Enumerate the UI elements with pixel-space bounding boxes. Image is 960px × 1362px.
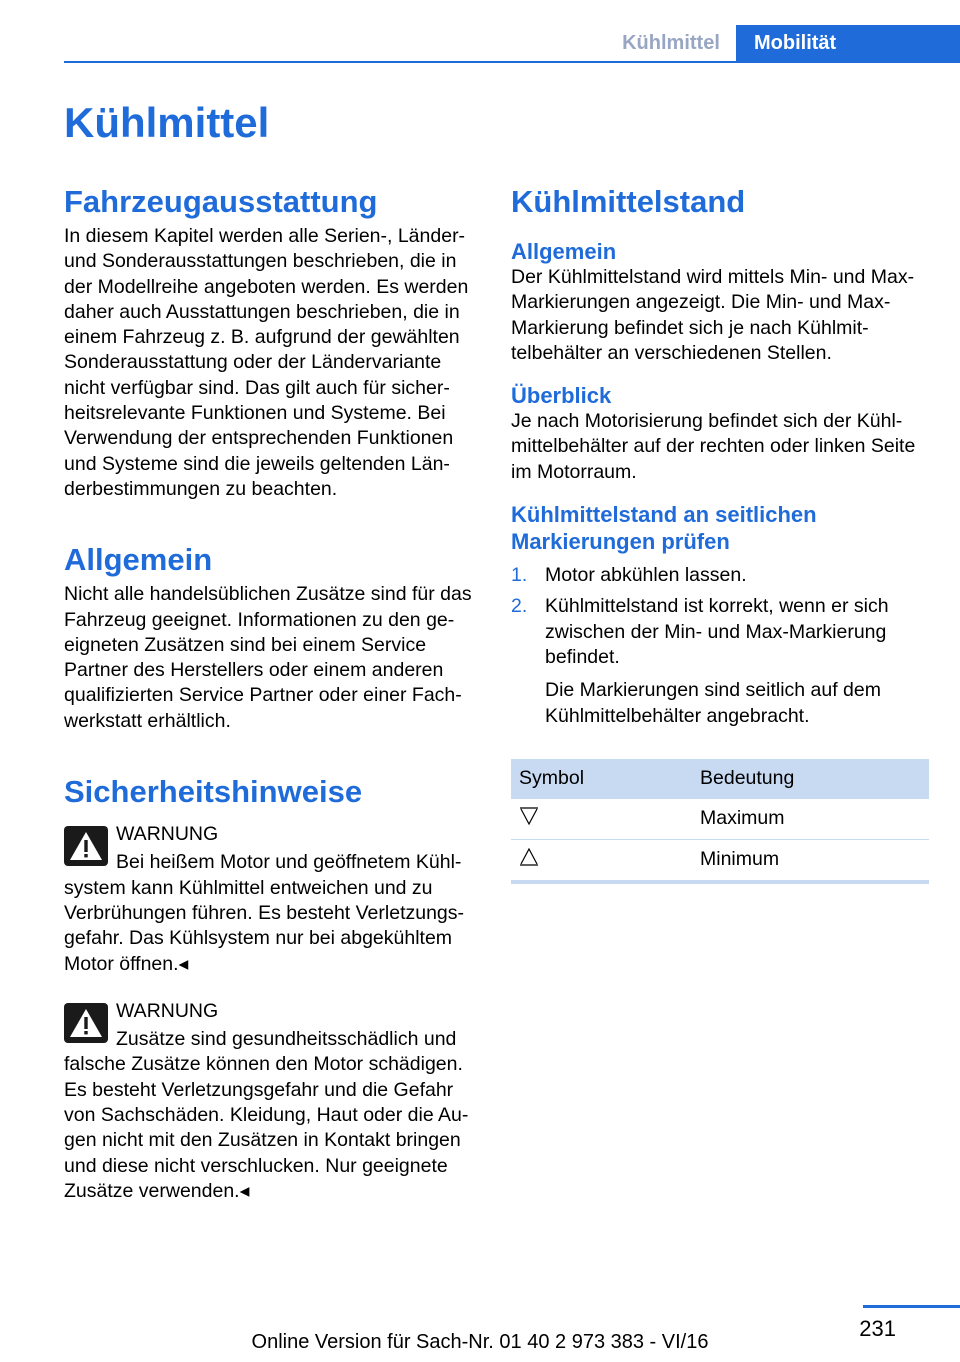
subsection-title-ueberblick: Überblick	[511, 383, 612, 409]
section-text-fahrzeugausstattung: In diesem Kapitel werden alle Serien-, Länder- und Sonderausstattungen beschrieben, die in der Modellreihe angeboten werden. Es werden daher auch Ausstattungen beschrieben, die in einem Fahrzeug z. B. aufgrund der gewählten Sonderausstattung oder der Ländervariante nicht verfügbar sind. Das gilt auch für sicher- heitsrelevante Funktionen und Systeme. Bei Verwendung der entsprechenden Funktionen und Systeme sind die jeweils geltenden Län- derbestimmungen zu beachten.	[64, 225, 469, 500]
tab-chapter[interactable]: Kühlmittel	[622, 32, 720, 54]
min-mark-icon	[519, 847, 539, 867]
step-extra-text: Die Markierungen sind seitlich auf dem Kühlmittelbehälter angebracht.	[545, 679, 881, 727]
subsection-text-ueberblick: Je nach Motorisierung befindet sich der Kühl- mittelbehälter auf der rechten oder linken Seite im Motorraum.	[511, 410, 916, 483]
table-header-row	[511, 759, 929, 799]
tab-section[interactable]: Mobilität	[736, 25, 960, 62]
left-column	[64, 182, 478, 1204]
section-text-allgemein: Nicht alle handelsüblichen Zusätze sind für das Fahrzeug geeignet. Informationen zu den ge- eigneten Zusätzen sind bei einem Service Partner des Herstellers oder einem anderen qualifizierten Service Partner oder einer Fach- werkstatt erhältlich.	[64, 583, 472, 732]
step-number: 1.	[511, 564, 528, 587]
warning-text-first: Zusätze sind gesundheitsschädlich und	[116, 1028, 457, 1051]
step-text: Kühlmittelstand ist korrekt, wenn er sich zwischen der Min- und Max-Markierung befindet.	[545, 595, 889, 668]
warning-label: WARNUNG	[116, 823, 219, 846]
page-number: 231	[859, 1316, 896, 1341]
header-tabs	[606, 25, 960, 62]
warning-triangle-icon	[64, 826, 108, 866]
subsection-title-allgemein: Allgemein	[511, 239, 617, 264]
online-version-text: Online Version für Sach-Nr. 01 40 2 973 383 - VI/16	[251, 1331, 709, 1353]
section-title-allgemein: Allgemein	[64, 542, 213, 578]
step-text: Motor abkühlen lassen.	[545, 564, 747, 587]
warning-block-1	[64, 822, 478, 977]
list-item	[511, 563, 929, 588]
page-title: Kühlmittel	[64, 99, 270, 146]
column-header-meaning: Bedeutung	[692, 759, 929, 799]
symbol-table	[511, 759, 929, 884]
right-column	[511, 182, 929, 884]
header-rule	[64, 61, 960, 63]
table-cell-meaning: Maximum	[692, 799, 929, 840]
table-cell-meaning: Minimum	[692, 839, 929, 882]
warning-block-2	[64, 999, 478, 1204]
warning-triangle-icon	[64, 1003, 108, 1043]
warning-text-first: Bei heißem Motor und geöffnetem Kühl-	[116, 851, 462, 874]
steps-list	[511, 563, 929, 729]
section-title-kuehlmittelstand: Kühlmittelstand	[511, 184, 746, 219]
warning-label: WARNUNG	[116, 999, 219, 1022]
table-row	[511, 839, 929, 882]
subsection-text-allgemein: Der Kühlmittelstand wird mittels Min- und Max-Markierungen angezeigt. Die Min- und Max-Markierung befindet sich je nach Kühlmit- telbehälter an verschiedenen Stellen.	[511, 266, 915, 364]
warning-text-rest: falsche Zusätze können den Motor schädigen. Es besteht Verletzungsgefahr und die Gefahr von Sachschäden. Kleidung, Haut oder die Au- gen nicht mit den Zusätzen in Kontakt bringen und diese nicht verschlucken. Nur geeignete Zusätze verwenden.◂	[64, 1053, 469, 1202]
warning-text-rest: system kann Kühlmittel entweichen und zu Verbrühungen führen. Es besteht Verletzungs- gefahr. Das Kühlsystem nur bei abgekühltem Motor öffnen.◂	[64, 876, 465, 975]
section-title-sicherheitshinweise: Sicherheitshinweise	[64, 774, 363, 810]
list-item	[511, 594, 929, 728]
max-mark-icon	[519, 806, 539, 826]
column-header-symbol: Symbol	[511, 759, 692, 799]
footer-rule	[863, 1305, 960, 1308]
step-number: 2.	[511, 595, 528, 618]
table-row	[511, 799, 929, 840]
subsection-title-pruefen: Kühlmittelstand an seitlichen Markierungen prüfen	[511, 502, 817, 555]
section-title-fahrzeugausstattung: Fahrzeugausstattung	[64, 184, 378, 219]
